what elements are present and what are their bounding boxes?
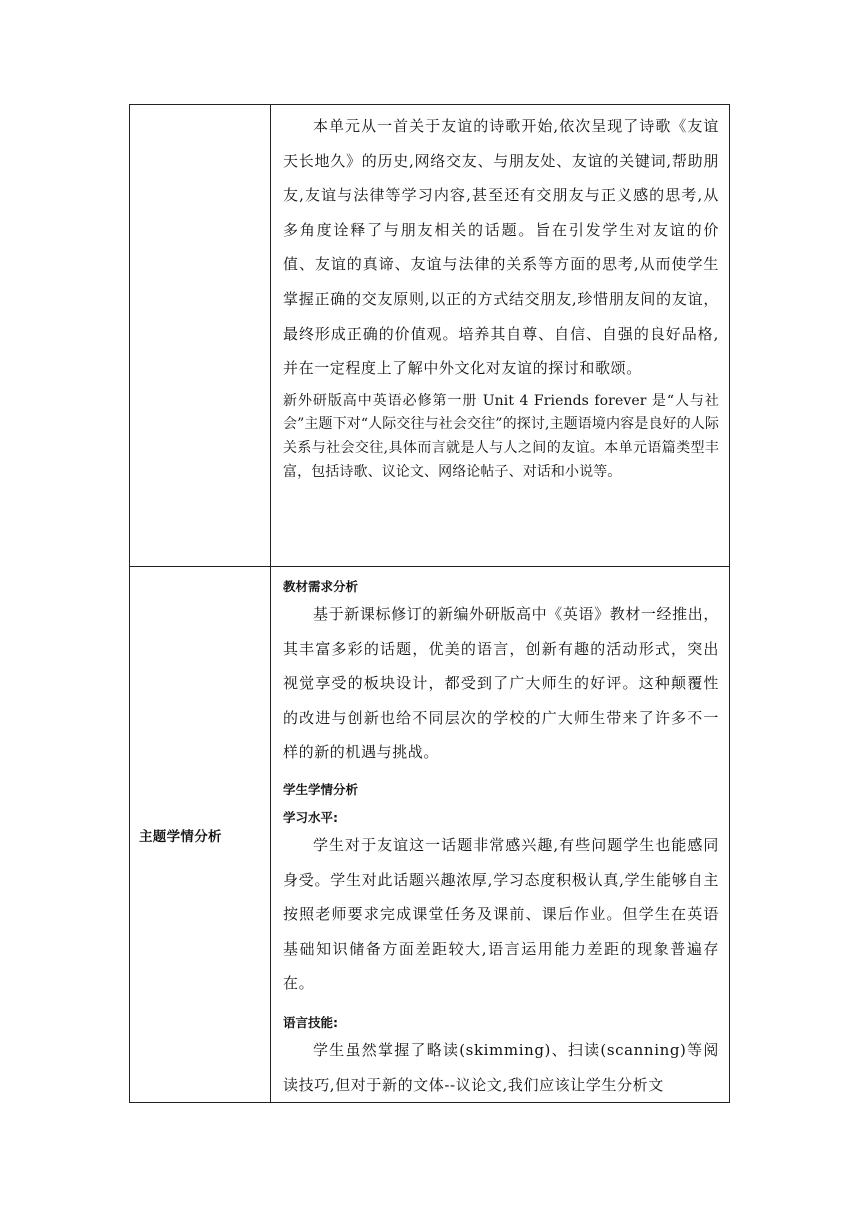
language-skills-paragraph: 学生虽然掌握了略读(skimming)、扫读(scanning)等阅读技巧,但对于新的文体--议论文,我们应该让学生分析文	[283, 1040, 719, 1094]
lesson-plan-table	[129, 104, 730, 1103]
learning-level-paragraph: 学生对于友谊这一话题非常感兴趣,有些问题学生也能感同身受。学生对此话题兴趣浓厚,学习态度积极认真,学生能够自主按照老师要求完成课堂任务及课前、课后作业。但学生在英语基础知识储备方面差距较大,语言运用能力差距的现象普遍存在。	[283, 835, 719, 993]
subsection-heading: 学习水平:	[283, 809, 338, 825]
row-label-cell	[130, 105, 271, 567]
unit-overview-paragraph: 本单元从一首关于友谊的诗歌开始,依次呈现了诗歌《友谊天长地久》的历史,网络交友、与朋友处、友谊的关键词,帮助朋友,友谊与法律等学习内容,甚至还有交朋友与正义感的思考,从多角度诠释了与朋友相关的话题。旨在引发学生对友谊的价值、友谊的真谛、友谊与法律的关系等方面的思考,从而使学生掌握正确的交友原则,以正的方式结交朋友,珍惜朋友间的友谊，最终形成正确的价值观。培养其自尊、自信、自强的良好品格,并在一定程度上了解中外文化对友谊的探讨和歌颂。	[283, 117, 719, 378]
section-heading: 教材需求分析	[283, 579, 359, 594]
textbook-intro-paragraph: 新外研版高中英语必修第一册 Unit 4 Friends forever 是“人与社会”主题下对“人际交往与社会交往”的探讨,主题语境内容是良好的人际关系与社会交往,具体而言就是人与人之间的友谊。本单元语篇类型丰富，包括诗歌、议论文、网络论帖子、对话和小说等。	[283, 392, 719, 480]
row-label: 主题学情分析	[139, 828, 222, 845]
row-label-cell	[130, 567, 271, 1103]
table-row	[130, 105, 730, 567]
content-cell	[271, 567, 730, 1103]
textbook-analysis-paragraph: 基于新课标修订的新编外研版高中《英语》教材一经推出，其丰富多彩的话题，优美的语言，创新有趣的活动形式，突出视觉享受的板块设计，都受到了广大师生的好评。这种颠覆性的改进与创新也给不同层次的学校的广大师生带来了许多不一样的新的机遇与挑战。	[283, 605, 719, 762]
section-heading: 学生学情分析	[283, 781, 359, 797]
content-cell	[271, 105, 730, 567]
table-row	[130, 567, 730, 1103]
subsection-heading: 语言技能:	[283, 1014, 338, 1030]
